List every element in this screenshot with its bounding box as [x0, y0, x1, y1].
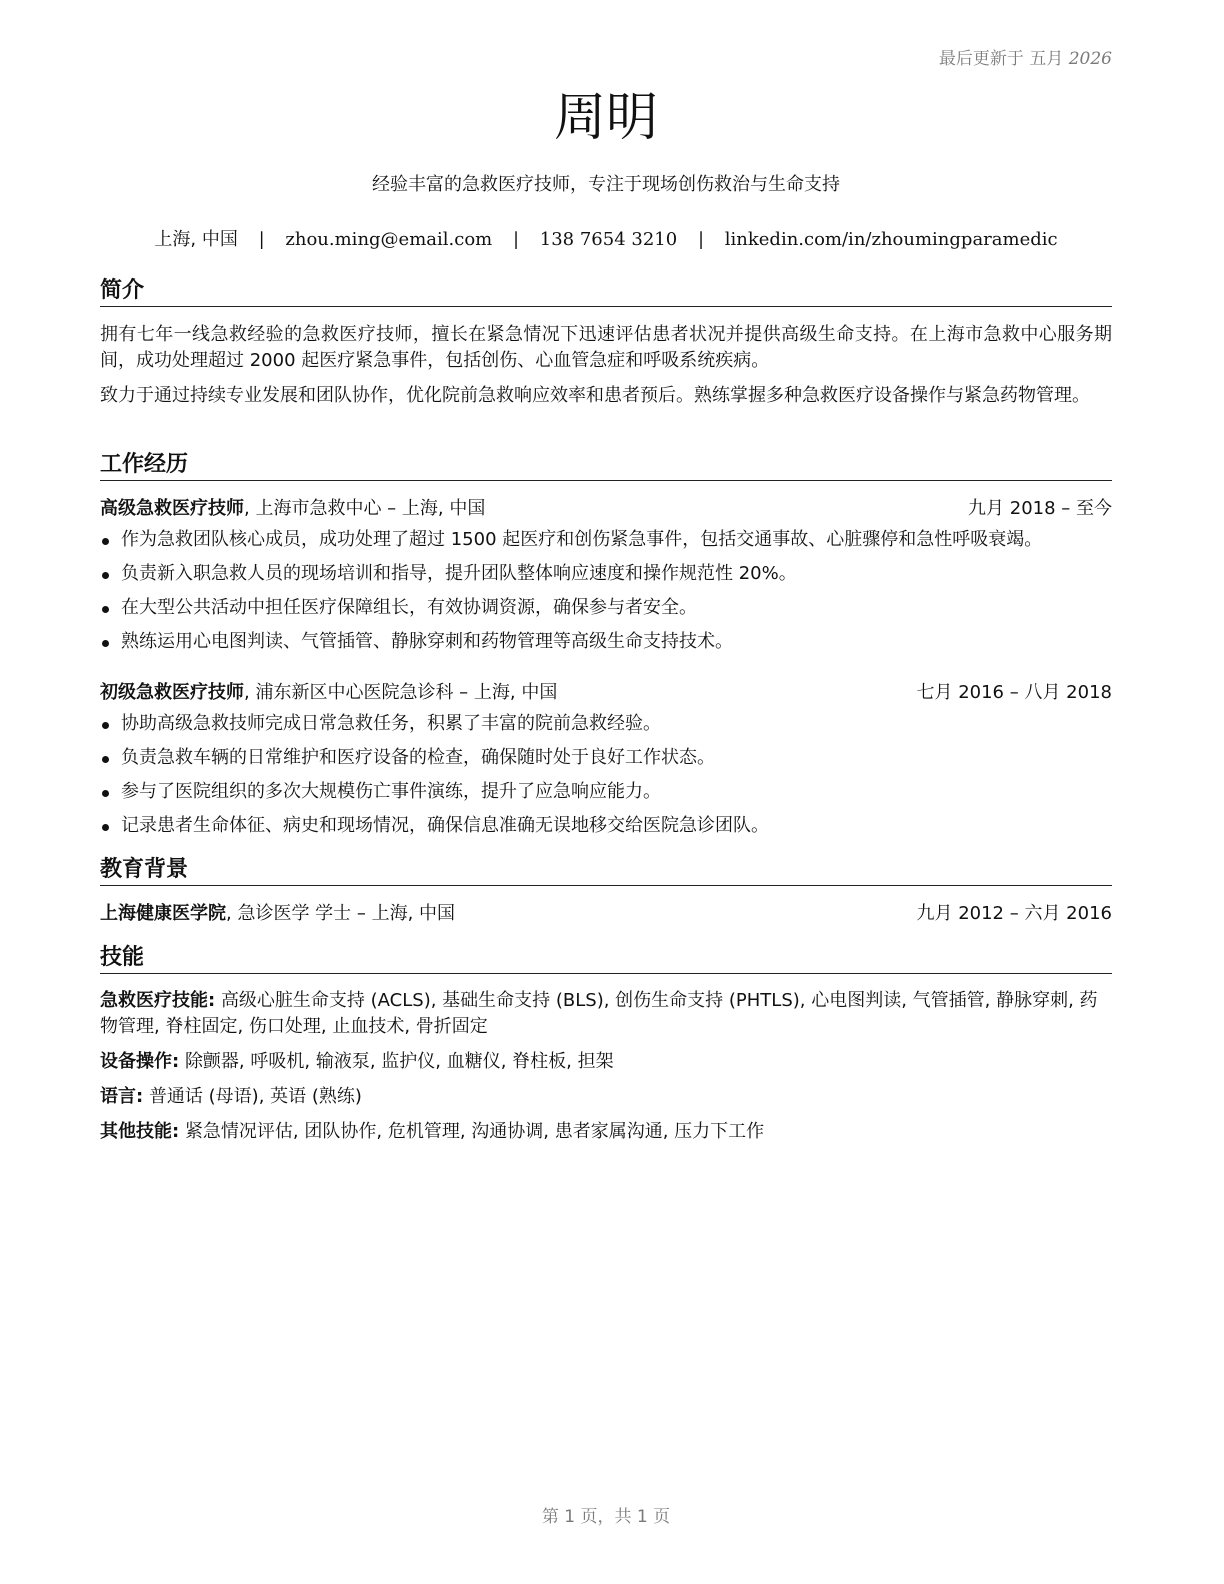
last-updated: [939, 44, 1112, 69]
last-updated-year: 2026: [1068, 49, 1112, 69]
skill-row: [100, 1119, 1112, 1145]
skill-row: [100, 1049, 1112, 1075]
job-org: , 浦东新区中心医院急诊科 – 上海, 中国: [244, 682, 558, 703]
section-title-summary: 简介: [100, 278, 1112, 307]
job-bullets: [100, 527, 1112, 663]
list-item: 在大型公共活动中担任医疗保障组长，有效协调资源，确保参与者安全。: [100, 595, 1112, 629]
job-header: [100, 496, 1112, 522]
job-bullets: [100, 711, 1112, 847]
skill-label: 急救医疗技能:: [100, 990, 216, 1011]
education-dates: 九月 2012 – 六月 2016: [916, 903, 1112, 924]
section-title-skills: 技能: [100, 945, 1112, 974]
list-item: 参与了医院组织的多次大规模伤亡事件演练，提升了应急响应能力。: [100, 779, 1112, 813]
section-title-education: 教育背景: [100, 857, 1112, 886]
job-org: , 上海市急救中心 – 上海, 中国: [244, 498, 486, 519]
skill-label: 其他技能:: [100, 1121, 180, 1142]
list-item: 作为急救团队核心成员，成功处理了超过 1500 起医疗和创伤紧急事件，包括交通事故、心脏骤停和急性呼吸衰竭。: [100, 527, 1112, 561]
tagline: 经验丰富的急救医疗技师，专注于现场创伤救治与生命支持: [372, 174, 840, 195]
resume-page: [100, 0, 1112, 1584]
summary-paragraph: 致力于通过持续专业发展和团队协作，优化院前急救响应效率和患者预后。熟练掌握多种急救医疗设备操作与紧急药物管理。: [100, 385, 1090, 406]
contact-separator: |: [258, 229, 265, 250]
contact-phone: 138 7654 3210: [539, 229, 678, 250]
skill-row: [100, 988, 1112, 1040]
education-detail: , 急诊医学 学士 – 上海, 中国: [226, 903, 456, 924]
education-school: 上海健康医学院: [100, 903, 226, 924]
job-dates: 七月 2016 – 八月 2018: [916, 682, 1112, 703]
list-item: 负责新入职急救人员的现场培训和指导，提升团队整体响应速度和操作规范性 20%。: [100, 561, 1112, 595]
job-role: 初级急救医疗技师: [100, 682, 244, 703]
list-item: 记录患者生命体征、病史和现场情况，确保信息准确无误地移交给医院急诊团队。: [100, 813, 1112, 847]
list-item: 熟练运用心电图判读、气管插管、静脉穿刺和药物管理等高级生命支持技术。: [100, 629, 1112, 663]
skill-label: 语言:: [100, 1086, 144, 1107]
list-item: 协助高级急救技师完成日常急救任务，积累了丰富的院前急救经验。: [100, 711, 1112, 745]
contact-location: 上海, 中国: [154, 229, 238, 250]
page-footer: 第 1 页，共 1 页: [541, 1507, 671, 1527]
skill-value: 高级心脏生命支持 (ACLS), 基础生命支持 (BLS), 创伤生命支持 (PHTLS), 心电图判读, 气管插管, 静脉穿刺, 药物管理, 脊柱固定, 伤口处理, 止血技术, 骨折固定: [100, 990, 1098, 1037]
job-dates: 九月 2018 – 至今: [968, 498, 1112, 519]
skill-value: 紧急情况评估, 团队协作, 危机管理, 沟通协调, 患者家属沟通, 压力下工作: [184, 1121, 765, 1142]
job-header: [100, 680, 1112, 706]
last-updated-prefix: 最后更新于 五月: [938, 49, 1064, 69]
skill-value: 除颤器, 呼吸机, 输液泵, 监护仪, 血糖仪, 脊柱板, 担架: [184, 1051, 614, 1072]
contact-email[interactable]: zhou.ming@email.com: [285, 229, 493, 250]
contact-separator: |: [697, 229, 705, 250]
contact-linkedin[interactable]: linkedin.com/in/zhoumingparamedic: [724, 229, 1058, 250]
skill-label: 设备操作:: [100, 1051, 180, 1072]
candidate-name: 周明: [553, 88, 658, 148]
summary-paragraph: 拥有七年一线急救经验的急救医疗技师，擅长在紧急情况下迅速评估患者状况并提供高级生命支持。在上海市急救中心服务期间，成功处理超过 2000 起医疗紧急事件，包括创伤、心血管急症和呼吸系统疾病。: [100, 324, 1112, 371]
education-entry: [100, 901, 1112, 927]
section-title-experience: 工作经历: [100, 452, 1112, 481]
skill-value: 普通话 (母语), 英语 (熟练): [148, 1086, 362, 1107]
contact-line: [100, 225, 1112, 251]
job-role: 高级急救医疗技师: [100, 498, 244, 519]
contact-separator: |: [512, 229, 520, 250]
list-item: 负责急救车辆的日常维护和医疗设备的检查，确保随时处于良好工作状态。: [100, 745, 1112, 779]
skill-row: [100, 1084, 1112, 1110]
